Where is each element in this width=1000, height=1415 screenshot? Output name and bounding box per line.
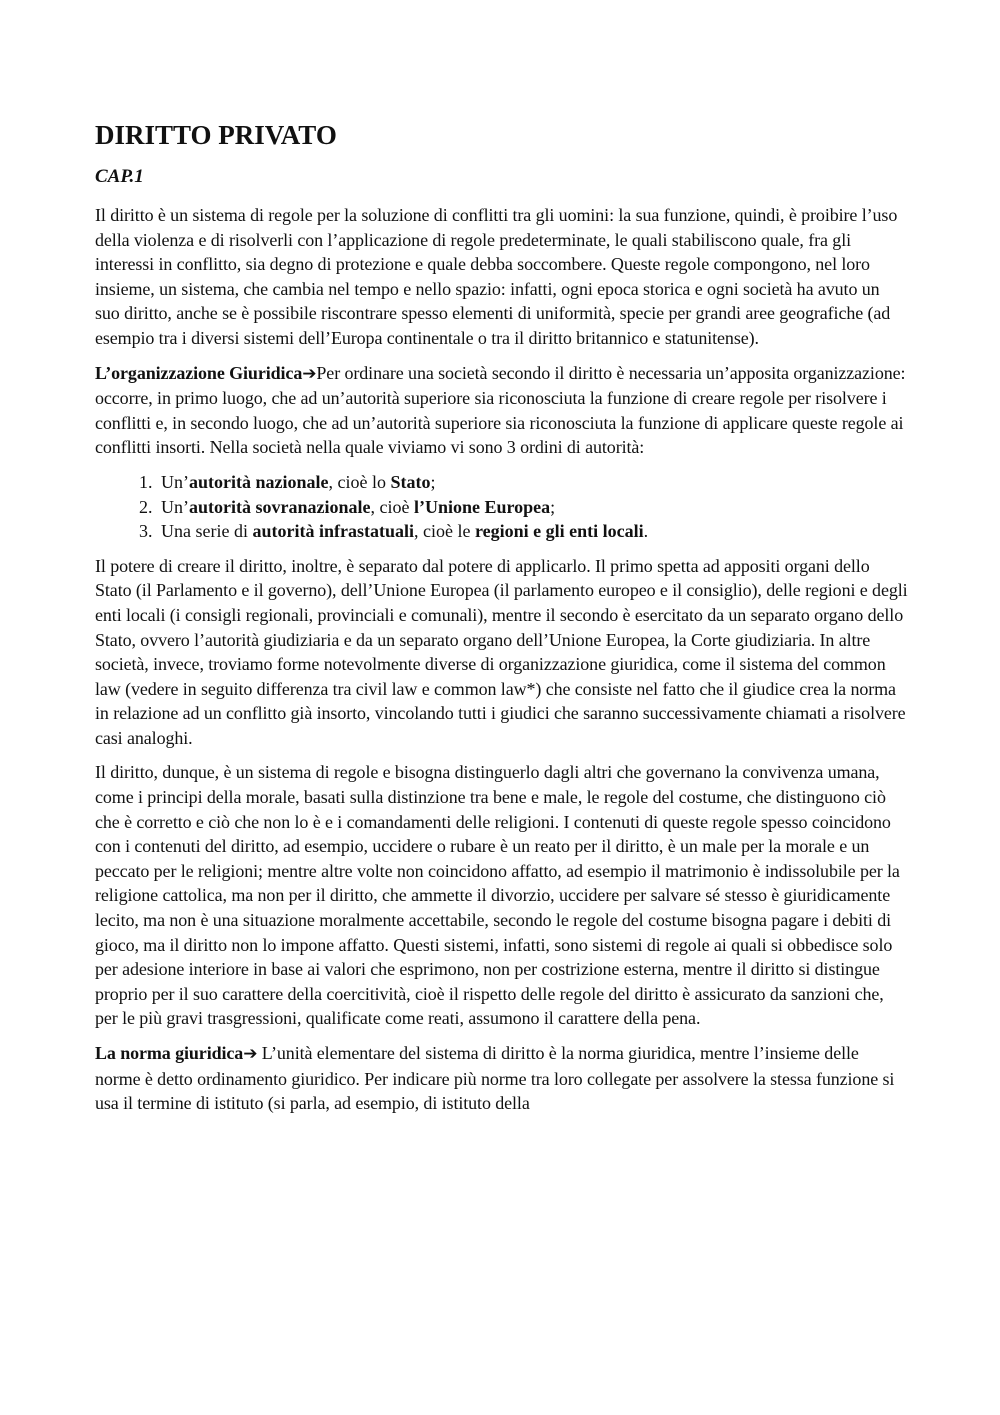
list-item-text: . — [643, 521, 649, 542]
list-item-text: , cioè lo — [328, 471, 391, 492]
lead-norma-giuridica: La norma giuridica — [95, 1043, 244, 1063]
list-item-text: ; — [430, 471, 436, 492]
paragraph-intro: Il diritto è un sistema di regole per la soluzione di conflitti tra gli uomini: la sua funzione, quindi, è proibire l’uso della violenza e di risolverli con l’applicazione di regole predeterminate, le quali stabiliscono quale, fra gli interessi in conflitto, sia degno di protezione e quale debba soccombere. Queste regole compongono, nel loro insieme, un sistema, che cambia nel tempo e nello spazio: infatti, ogni epoca storica e ogni società ha avuto un suo diritto, anche se è possibile riscontrare spesso elementi di uniformità, specie per grandi aree geografiche (ad esempio tra i diversi sistemi dell’Europa continentale o tra il diritto britannico e statunitense). — [95, 205, 898, 348]
authority-list — [95, 470, 908, 544]
paragraph-diritto-regole: Il diritto, dunque, è un sistema di regole e bisogna distinguerlo dagli altri che governano la convivenza umana, come i principi della morale, basati sulla distinzione tra bene e male, le regole del costume, che distinguono ciò che è corretto e ciò che non lo è e i comandamenti delle religioni. I contenuti di queste regole spesso coincidono con i contenuti del diritto, ad esempio, uccidere o rubare è un reato per il diritto, è un male per la morale e un peccato per le religioni; mentre altre volte non coincidono affatto, ad esempio il matrimonio è indissolubile per la religione cattolica, ma non per il diritto, che ammette il divorzio, uccidere per salvare sé stesso è giuridicamente lecito, ma non è una situazione moralmente accettabile, secondo le regole del costume bisogna pagare i debiti di gioco, ma il diritto non lo impone affatto. Questi sistemi, infatti, sono sistemi di regole ai quali si obbedisce solo per adesione interiore in base ai valori che esprimono, non per costrizione esterna, mentre il diritto si distingue proprio per il suo carattere della coercitività, cioè il rispetto delle regole del diritto è assicurato da sanzioni che, per le più gravi trasgressioni, qualificate come reati, assumono il carattere della pena. — [95, 762, 900, 1029]
chapter-heading: CAP.1 — [95, 166, 144, 187]
paragraph-organizzazione — [95, 361, 908, 460]
list-item — [157, 470, 908, 495]
list-item-text: Una serie di — [161, 521, 253, 542]
paragraph-potere: Il potere di creare il diritto, inoltre, è separato dal potere di applicarlo. Il primo spetta ad appositi organi dello Stato (il Parlamento e il governo), dell’Unione Europea (il parlamento europeo e il consiglio), delle regioni e degli enti locali (i consigli regionali, provinciali e comunali), mentre il secondo è esercitato da un separato organo dello Stato, ovvero l’autorità giudiziaria e da un separato organo dell’Unione Europea, la Corte giudiziaria. In altre società, invece, troviamo forme notevolmente diverse di organizzazione giuridica, come il sistema del common law (vedere in seguito differenza tra civil law e common law*) che consiste nel fatto che il giudice crea la norma in relazione ad un conflitto già insorto, vincolando tutti i giudici che saranno successivamente chiamati a risolvere casi analoghi. — [95, 555, 908, 748]
list-item-bold: regioni e gli enti locali — [474, 521, 644, 542]
list-item-bold: Stato — [390, 471, 431, 492]
paragraph-organizzazione-text: Per ordinare una società secondo il diritto è necessaria un’apposita organizzazione: occorre, in primo luogo, che ad un’autorità superiore sia riconosciuta la funzione di creare regole per risolvere i conflitti e, in secondo luogo, che ad un’autorità superiore sia riconosciuta la funzione di applicare queste regole ai conflitti insorti. Nella società nella quale viviamo vi sono 3 ordini di autorità: — [95, 362, 906, 458]
list-item-text: , cioè — [370, 496, 414, 517]
lead-organizzazione: L’organizzazione Giuridica — [95, 362, 303, 383]
list-item-text: ; — [550, 496, 556, 517]
list-item — [157, 519, 908, 544]
paragraph-norma-giuridica-text: L’unità elementare del sistema di diritto è la norma giuridica, mentre l’insieme delle norme è detto ordinamento giuridico. Per indicare più norme tra loro collegate per assolvere la stessa funzione si usa il termine di istituto (si parla, ad esempio, di istituto della — [95, 1043, 895, 1114]
arrow-icon: ➔ — [302, 363, 317, 384]
list-item-bold: autorità nazionale — [189, 471, 329, 492]
list-item-bold: autorità sovranazionale — [189, 496, 371, 517]
list-item — [157, 495, 908, 520]
document-title: DIRITTO PRIVATO — [95, 120, 337, 150]
list-item-text: Un’ — [161, 496, 189, 517]
paragraph-norma-giuridica — [95, 1041, 908, 1116]
list-item-text: , cioè le — [413, 521, 475, 542]
list-item-bold: autorità infrastatuali — [252, 521, 414, 542]
list-item-text: Un’ — [161, 471, 189, 492]
list-item-bold: l’Unione Europea — [413, 496, 551, 517]
arrow-icon: ➔ — [243, 1044, 258, 1064]
